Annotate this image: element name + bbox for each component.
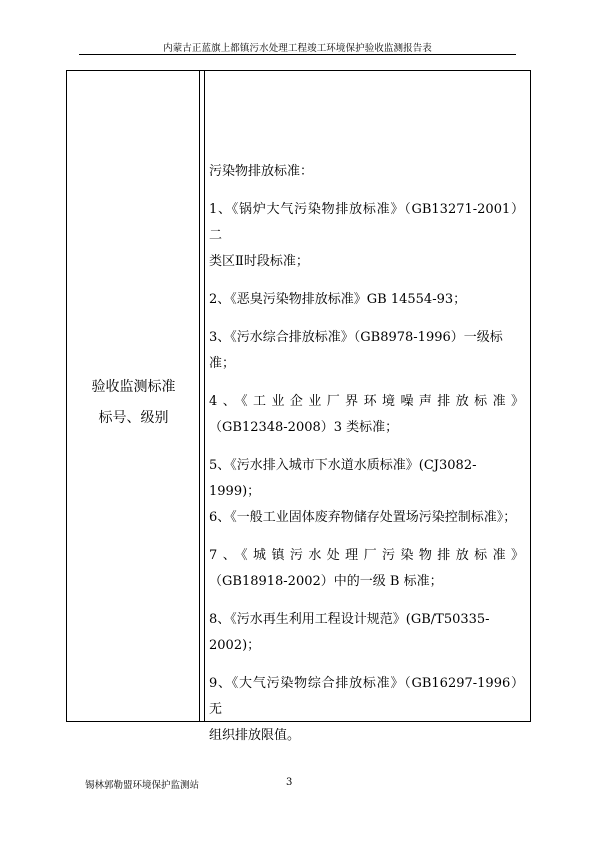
page-header-title: 内蒙古正蓝旗上都镇污水处理工程竣工环境保护验收监测报告表 [163, 43, 432, 54]
content-cell [204, 71, 530, 743]
list-item: 8、《污水再生利用工程设计规范》(GB/T50335-2002)； [209, 612, 490, 653]
label-line-1: 验收监测标准 [91, 379, 176, 395]
standards-intro: 污染物排放标准： [209, 164, 314, 179]
list-item: 5、《污水排入城市下水道水质标准》(CJ3082-1999)； [209, 458, 477, 499]
list-item: 6、《一般工业固体废弃物储存处置场污染控制标准》； [209, 510, 517, 525]
label-line-2: 标号、级别 [98, 410, 169, 426]
item-9-line-2: 组织排放限值。 [209, 728, 301, 743]
list-item [209, 197, 524, 275]
list-item [209, 671, 524, 749]
list-item: 2、《恶臭污染物排放标准》GB 14554-93； [209, 292, 467, 307]
list-item [209, 543, 524, 595]
item-4-line-1: 4、《工业企业厂界环境噪声排放标准》 [209, 394, 524, 409]
footer-organization: 锡林郭勒盟环境保护监测站 [85, 780, 200, 791]
list-item [209, 389, 524, 441]
label-cell [67, 71, 200, 721]
item-1-line-2: 类区Ⅱ时段标准； [209, 254, 309, 269]
page-number: 3 [286, 777, 293, 788]
standards-table [66, 70, 531, 743]
item-7-line-1: 7、《城镇污水处理厂污染物排放标准》 [209, 548, 524, 563]
header-rule [79, 54, 516, 55]
item-7-line-2: （GB18918-2002）中的一级 B 标准； [209, 574, 443, 589]
list-item: 3、《污水综合排放标准》（GB8978-1996）一级标准； [209, 330, 503, 371]
item-1-line-1: 1、《锅炉大气污染物排放标准》（GB13271-2001）二 [209, 202, 524, 243]
item-9-line-1: 9、《大气污染物综合排放标准》（GB16297-1996）无 [209, 676, 524, 717]
item-4-line-2: （GB12348-2008）3 类标准； [209, 420, 399, 435]
standards-list [209, 159, 524, 749]
